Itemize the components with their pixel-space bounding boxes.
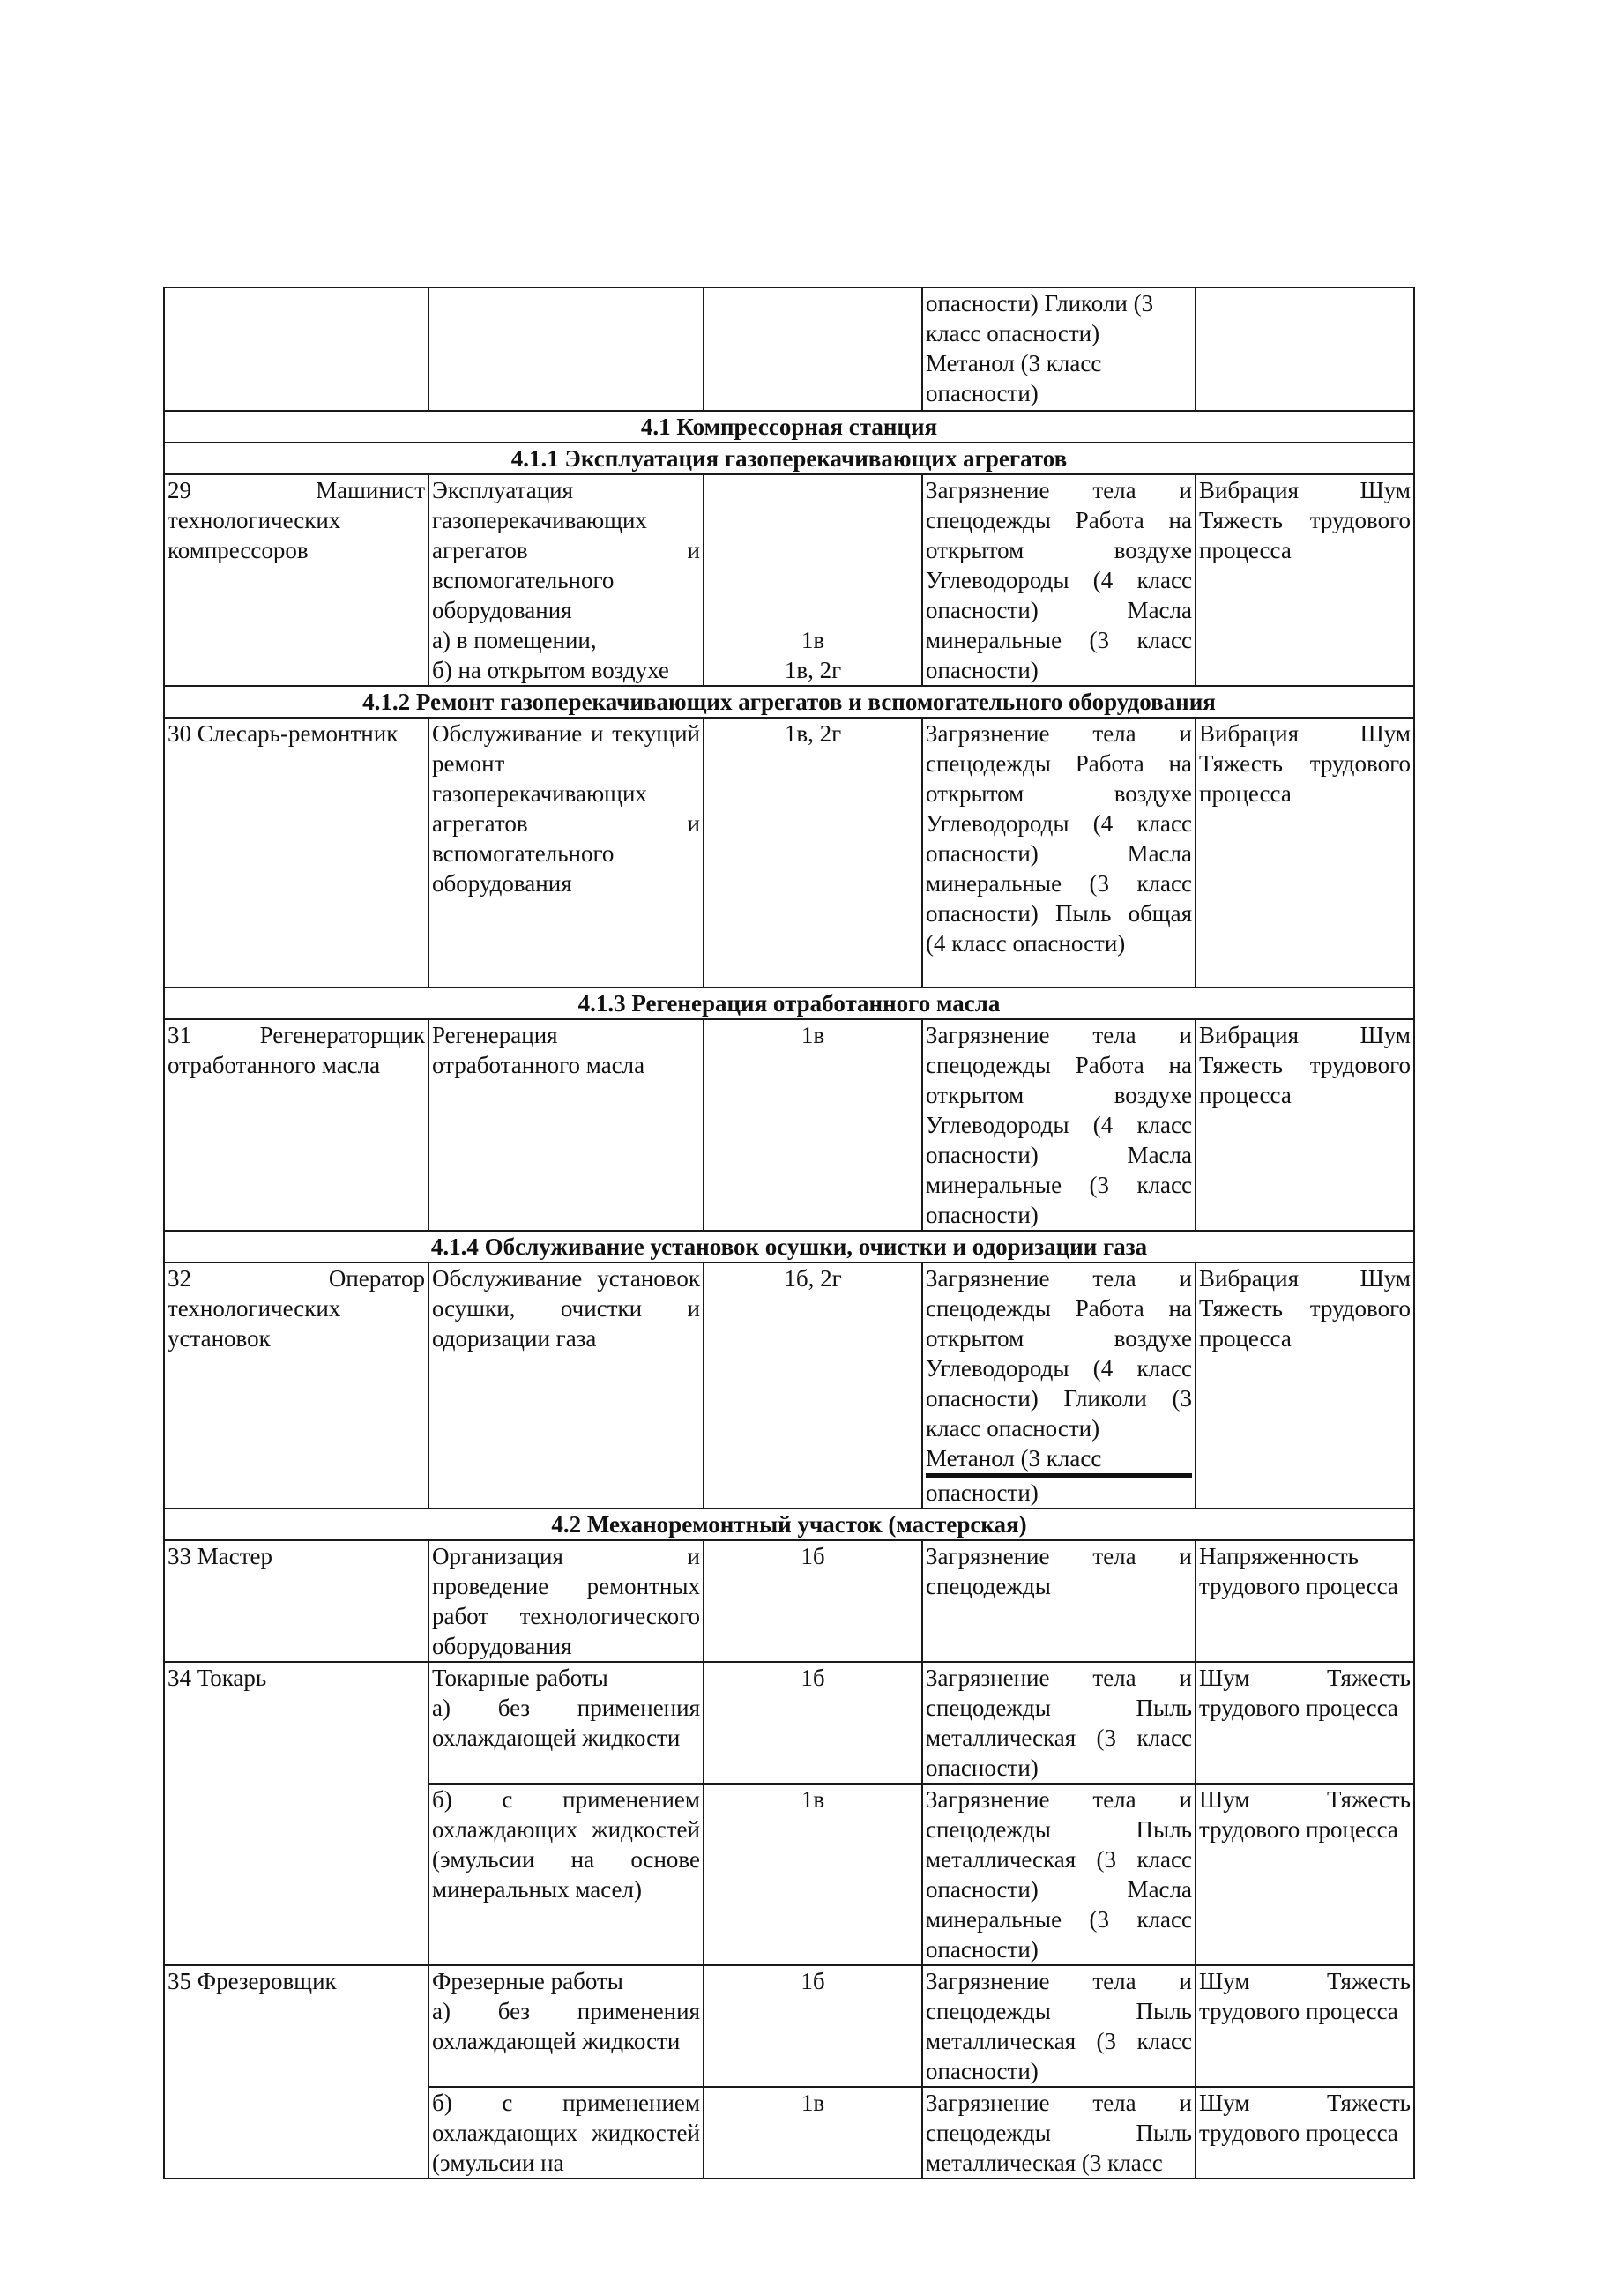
work-cell: б) с применением охлаждающих жидкостей (эмульсии на основе минеральных масел) — [428, 1784, 704, 1965]
section-heading-row — [164, 1231, 1414, 1263]
subsection-title: 4.1.4 Обслуживание установок осушки, очистки и одоризации газа — [164, 1231, 1414, 1263]
subsection-title: 4.1.3 Регенерация отработанного масла — [164, 987, 1414, 1019]
codes-cell: 1в — [704, 1019, 922, 1231]
table-row — [164, 1263, 1414, 1509]
work-cell: Эксплуатация газоперекачивающих агрегатов и вспомогательного оборудования а) в помещении, б) на открытом воздухе — [428, 474, 704, 686]
section-heading-row — [164, 443, 1414, 474]
hazards-cell: Загрязнение тела и спецодежды Пыль металлическая (3 класс — [922, 2087, 1196, 2179]
table-row — [164, 718, 1414, 987]
section-heading-row — [164, 411, 1414, 443]
table-row — [164, 1662, 1414, 1784]
factors-cell: Вибрация Шум Тяжесть трудового процесса — [1196, 718, 1414, 987]
table-row — [164, 1965, 1414, 2087]
profession-cell: 31 Регенераторщик отработанного масла — [164, 1019, 428, 1231]
table-row — [164, 2087, 1414, 2179]
work-cell: Обслуживание установок осушки, очистки и одоризации газа — [428, 1263, 704, 1509]
hazards-cell: Загрязнение тела и спецодежды — [922, 1540, 1196, 1662]
subsection-title: 4.1.1 Эксплуатация газоперекачивающих агрегатов — [164, 443, 1414, 474]
hazard-table — [163, 287, 1415, 2179]
codes-cell: 1б — [704, 1540, 922, 1662]
section-heading-row — [164, 686, 1414, 718]
hazards-cell: Загрязнение тела и спецодежды Работа на открытом воздухе Углеводороды (4 класс опасности) Масла минеральные (3 класс опасности) — [922, 1019, 1196, 1231]
table-row — [164, 1540, 1414, 1662]
codes-cell: 1в — [704, 2087, 922, 2179]
work-cell: б) с применением охлаждающих жидкостей (эмульсии на — [428, 2087, 704, 2179]
hazards-cell: Загрязнение тела и спецодежды Пыль металлическая (3 класс опасности) Масла минеральные (3 класс опасности) — [922, 1784, 1196, 1965]
table-row — [164, 287, 1414, 411]
codes-cell: 1б — [704, 1965, 922, 2087]
underlined-hazard: Метанол (3 класс — [926, 1443, 1192, 1478]
hazards-cell: Загрязнение тела и спецодежды Работа на открытом воздухе Углеводороды (4 класс опасности) Гликоли (3 класс опасности) Метанол (3 класс опасности) — [922, 1263, 1196, 1509]
factors-cell: Шум Тяжесть трудового процесса — [1196, 2087, 1414, 2179]
profession-cell: 33 Мастер — [164, 1540, 428, 1662]
hazards-cell: Загрязнение тела и спецодежды Пыль металлическая (3 класс опасности) — [922, 1662, 1196, 1784]
table-row — [164, 1784, 1414, 1965]
section-title: 4.2 Механоремонтный участок (мастерская) — [164, 1509, 1414, 1540]
work-cell: Токарные работы а) без применения охлаждающей жидкости — [428, 1662, 704, 1784]
table-row — [164, 1019, 1414, 1231]
codes-cell: 1в, 2г — [704, 718, 922, 987]
factors-cell: Вибрация Шум Тяжесть трудового процесса — [1196, 1019, 1414, 1231]
hazards-cell: Загрязнение тела и спецодежды Работа на открытом воздухе Углеводороды (4 класс опасности) Масла минеральные (3 класс опасности) Пыль общая (4 класс опасности) — [922, 718, 1196, 987]
work-cell: Регенерация отработанного масла — [428, 1019, 704, 1231]
profession-cell: 32 Оператор технологических установок — [164, 1263, 428, 1509]
codes-cell: 1б, 2г — [704, 1263, 922, 1509]
section-heading-row — [164, 1509, 1414, 1540]
hazards-cell: опасности) Гликоли (3 класс опасности) Метанол (3 класс опасности) — [922, 287, 1196, 411]
factors-cell: Вибрация Шум Тяжесть трудового процесса — [1196, 1263, 1414, 1509]
hazards-cell: Загрязнение тела и спецодежды Работа на открытом воздухе Углеводороды (4 класс опасности) Масла минеральные (3 класс опасности) — [922, 474, 1196, 686]
section-title: 4.1 Компрессорная станция — [164, 411, 1414, 443]
profession-cell: 30 Слесарь-ремонтник — [164, 718, 428, 987]
work-cell: Обслуживание и текущий ремонт газоперекачивающих агрегатов и вспомогательного оборудования — [428, 718, 704, 987]
hazards-cell: Загрязнение тела и спецодежды Пыль металлическая (3 класс опасности) — [922, 1965, 1196, 2087]
work-cell: Организация и проведение ремонтных работ технологического оборудования — [428, 1540, 704, 1662]
profession-cell: 29 Машинист технологических компрессоров — [164, 474, 428, 686]
subsection-title: 4.1.2 Ремонт газоперекачивающих агрегатов и вспомогательного оборудования — [164, 686, 1414, 718]
work-cell: Фрезерные работы а) без применения охлаждающей жидкости — [428, 1965, 704, 2087]
profession-cell: 34 Токарь — [164, 1662, 428, 1784]
factors-cell: Шум Тяжесть трудового процесса — [1196, 1662, 1414, 1784]
factors-cell: Шум Тяжесть трудового процесса — [1196, 1965, 1414, 2087]
factors-cell: Шум Тяжесть трудового процесса — [1196, 1784, 1414, 1965]
codes-cell: 1б — [704, 1662, 922, 1784]
codes-cell: 1в — [704, 1784, 922, 1965]
table-row — [164, 474, 1414, 686]
factors-cell: Напряженность трудового процесса — [1196, 1540, 1414, 1662]
factors-cell: Вибрация Шум Тяжесть трудового процесса — [1196, 474, 1414, 686]
codes-cell: 1в 1в, 2г — [704, 474, 922, 686]
section-heading-row — [164, 987, 1414, 1019]
profession-cell: 35 Фрезеровщик — [164, 1965, 428, 2087]
